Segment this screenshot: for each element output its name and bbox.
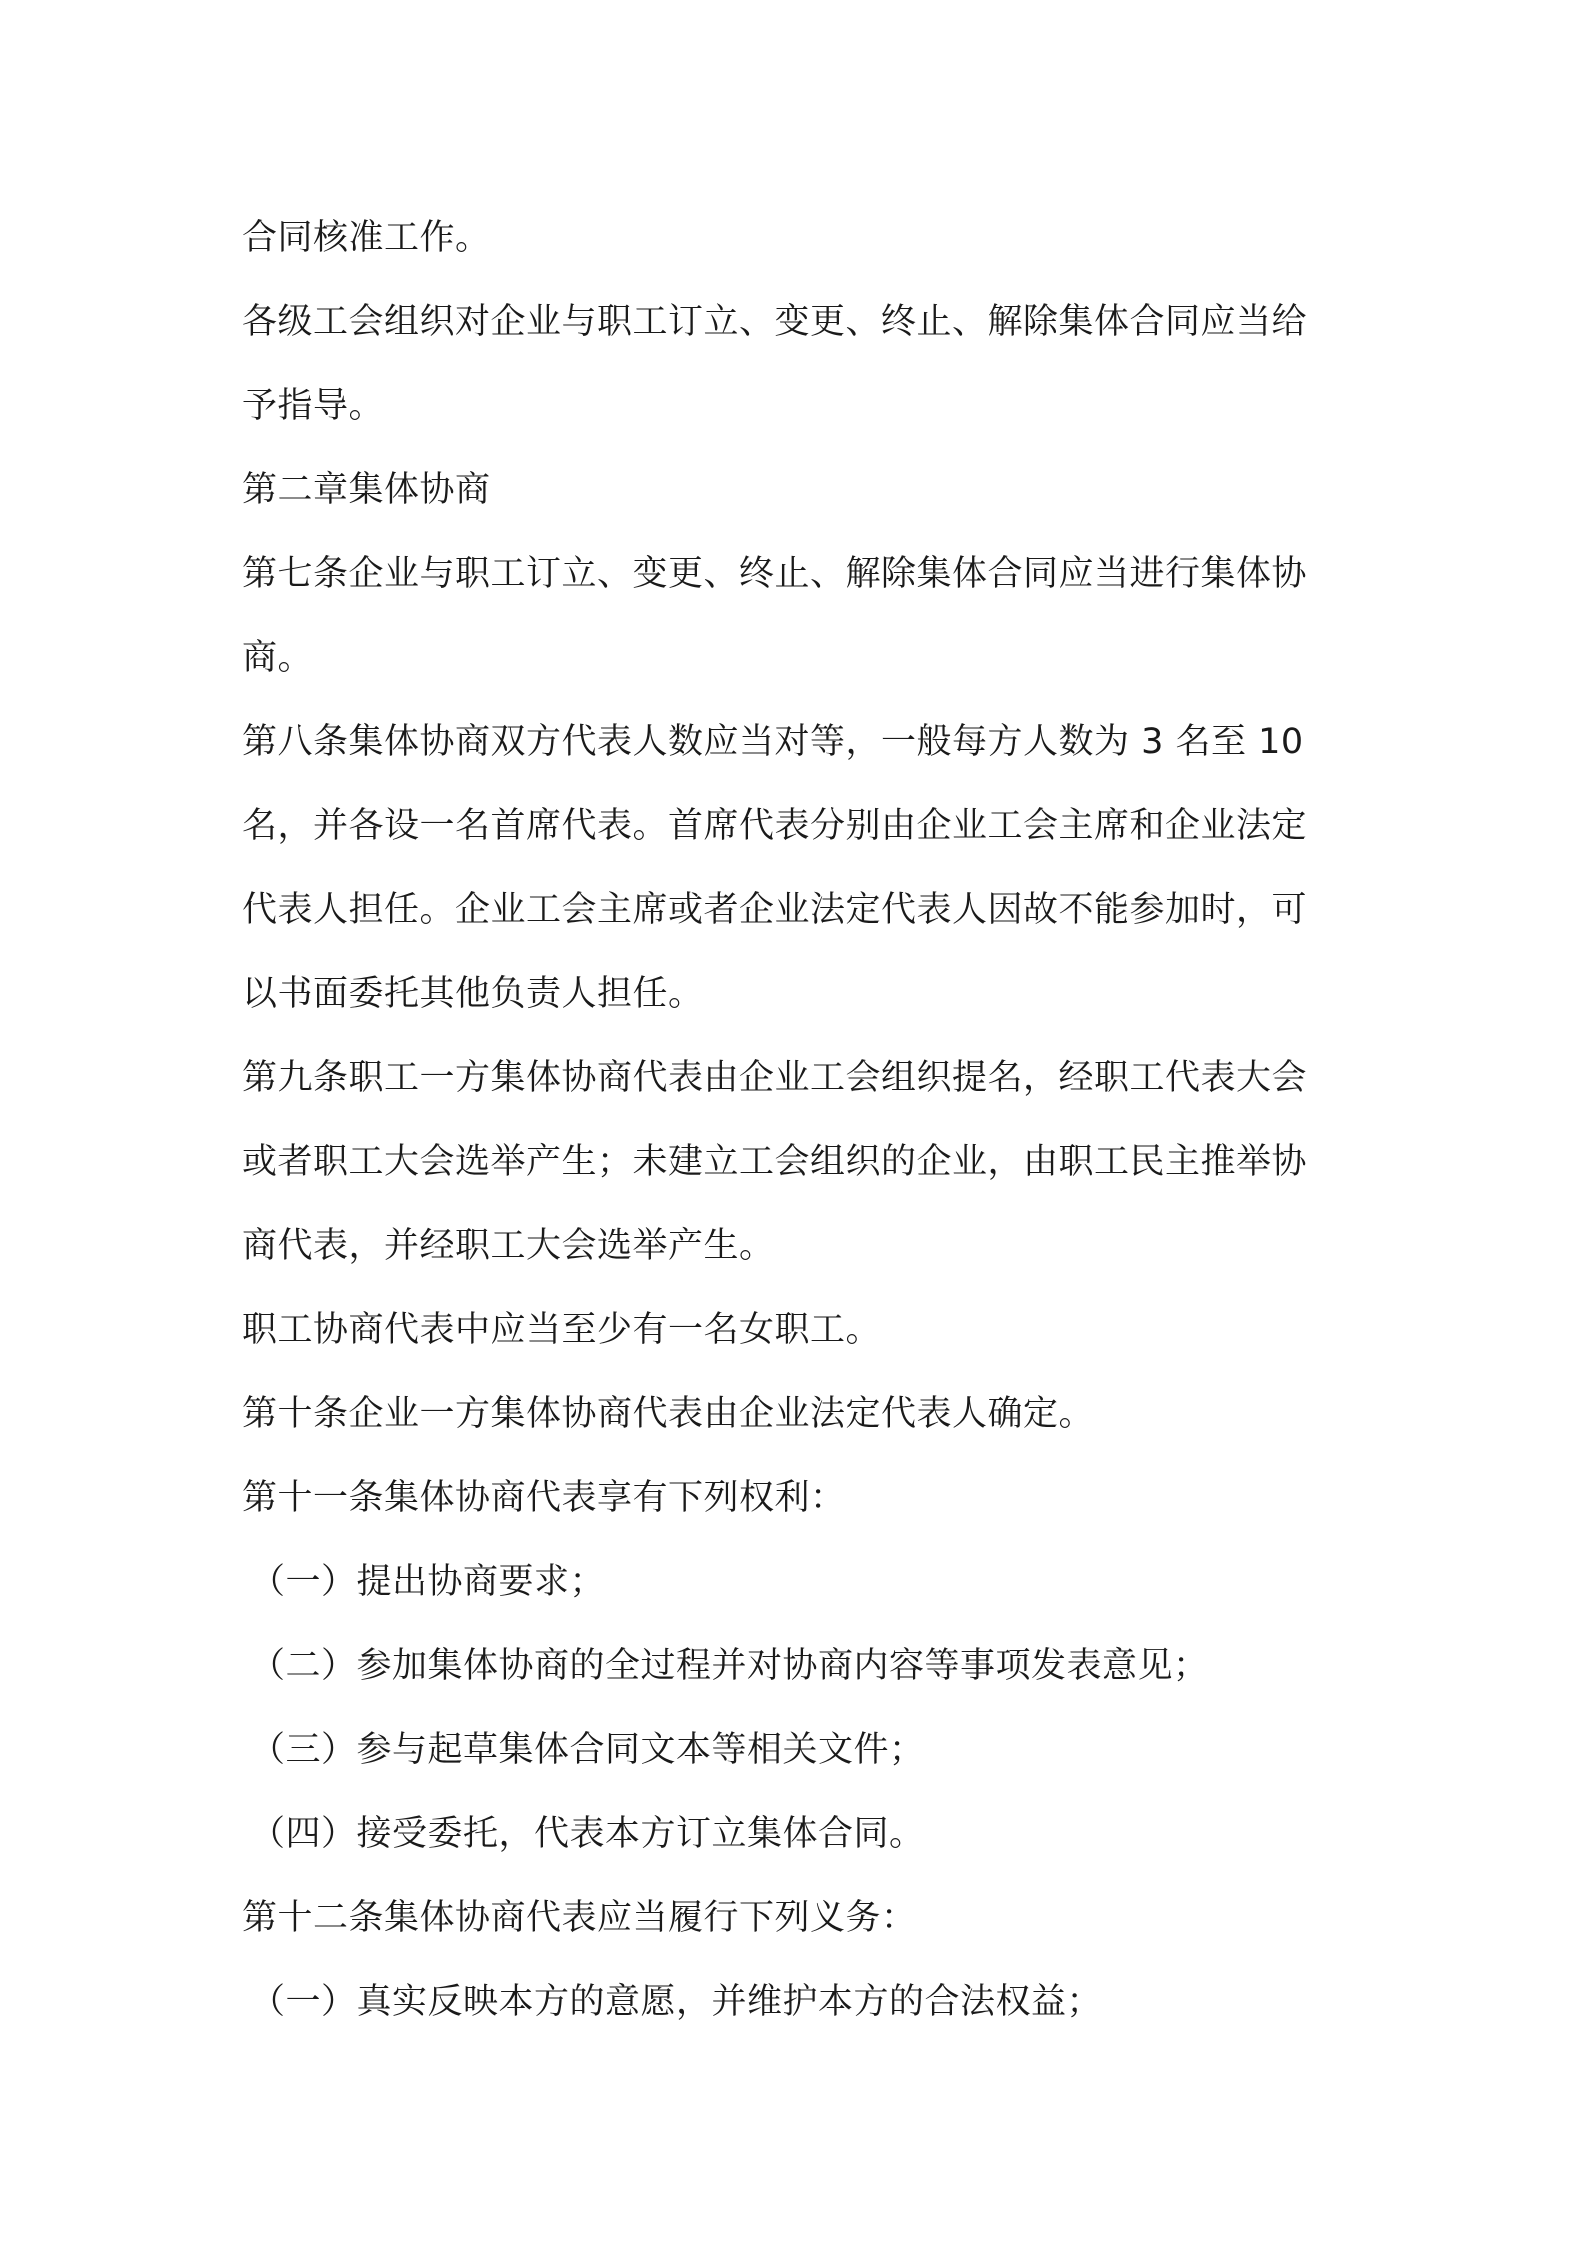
text-line: 代表人担任。企业工会主席或者企业法定代表人因故不能参加时，可 (242, 890, 1308, 930)
text-line: 各级工会组织对企业与职工订立、变更、终止、解除集体合同应当给 (242, 302, 1308, 342)
text-line: 职工协商代表中应当至少有一名女职工。 (242, 1310, 882, 1350)
chapter-heading: 第二章集体协商 (242, 470, 491, 510)
text-line: 或者职工大会选举产生；未建立工会组织的企业，由职工民主推举协 (242, 1142, 1308, 1182)
text-line: 第八条集体协商双方代表人数应当对等，一般每方人数为 3 名至 10 (242, 722, 1304, 762)
text-line: 予指导。 (242, 386, 385, 426)
text-line: 名，并各设一名首席代表。首席代表分别由企业工会主席和企业法定 (242, 806, 1308, 846)
text-line: 第七条企业与职工订立、变更、终止、解除集体合同应当进行集体协 (242, 554, 1308, 594)
text-line: 商代表，并经职工大会选举产生。 (242, 1226, 775, 1266)
text-line: 合同核准工作。 (242, 218, 491, 258)
text-line: 第十条企业一方集体协商代表由企业法定代表人确定。 (242, 1394, 1095, 1434)
text-line: 第十二条集体协商代表应当履行下列义务： (242, 1898, 917, 1938)
text-line: 第九条职工一方集体协商代表由企业工会组织提名，经职工代表大会 (242, 1058, 1308, 1098)
list-item: （三）参与起草集体合同文本等相关文件； (250, 1730, 925, 1770)
document-body (242, 196, 1362, 2044)
text-line: 第十一条集体协商代表享有下列权利： (242, 1478, 846, 1518)
text-line: 以书面委托其他负责人担任。 (242, 974, 704, 1014)
list-item: （一）真实反映本方的意愿，并维护本方的合法权益； (250, 1982, 1103, 2022)
text-line: 商。 (242, 638, 314, 678)
list-item: （四）接受委托，代表本方订立集体合同。 (250, 1814, 925, 1854)
list-item: （二）参加集体协商的全过程并对协商内容等事项发表意见； (250, 1646, 1209, 1686)
list-item: （一）提出协商要求； (250, 1562, 606, 1602)
